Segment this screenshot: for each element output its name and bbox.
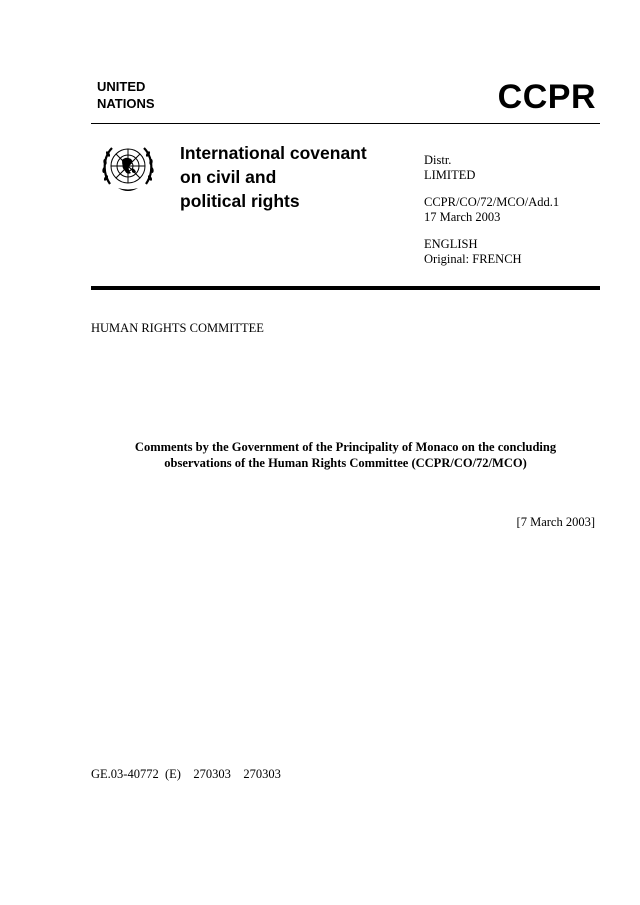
language-group xyxy=(424,237,559,267)
document-meta xyxy=(424,153,559,279)
symbol-group xyxy=(424,195,559,225)
covenant-title-line2: on civil and xyxy=(180,167,277,187)
document-date: 17 March 2003 xyxy=(424,210,501,224)
covenant-title-line3: political rights xyxy=(180,191,300,211)
header-divider xyxy=(91,286,600,290)
submission-date: [7 March 2003] xyxy=(516,515,595,529)
document-title-line2: observations of the Human Rights Committee (CCPR/CO/72/MCO) xyxy=(164,456,527,470)
document-title-line1: Comments by the Government of the Principality of Monaco on the concluding xyxy=(134,440,557,454)
committee-name: HUMAN RIGHTS COMMITTEE xyxy=(91,321,264,335)
document-symbol: CCPR/CO/72/MCO/Add.1 xyxy=(424,195,560,209)
series-symbol: CCPR xyxy=(497,78,596,116)
original-language: Original: FRENCH xyxy=(424,252,522,266)
org-name-line1: UNITED xyxy=(97,79,146,94)
job-number: GE.03-40772 (E) 270303 270303 xyxy=(91,767,281,781)
un-emblem-icon xyxy=(96,140,160,196)
org-name-line2: NATIONS xyxy=(97,96,155,111)
distr-value: LIMITED xyxy=(424,168,476,182)
document-language: ENGLISH xyxy=(424,237,478,251)
covenant-title xyxy=(180,141,400,213)
distr-label: Distr. xyxy=(424,153,452,167)
distribution-group xyxy=(424,153,559,183)
top-rule xyxy=(91,123,600,124)
document-title xyxy=(91,439,600,471)
org-name xyxy=(97,78,155,112)
covenant-title-line1: International covenant xyxy=(180,143,367,163)
